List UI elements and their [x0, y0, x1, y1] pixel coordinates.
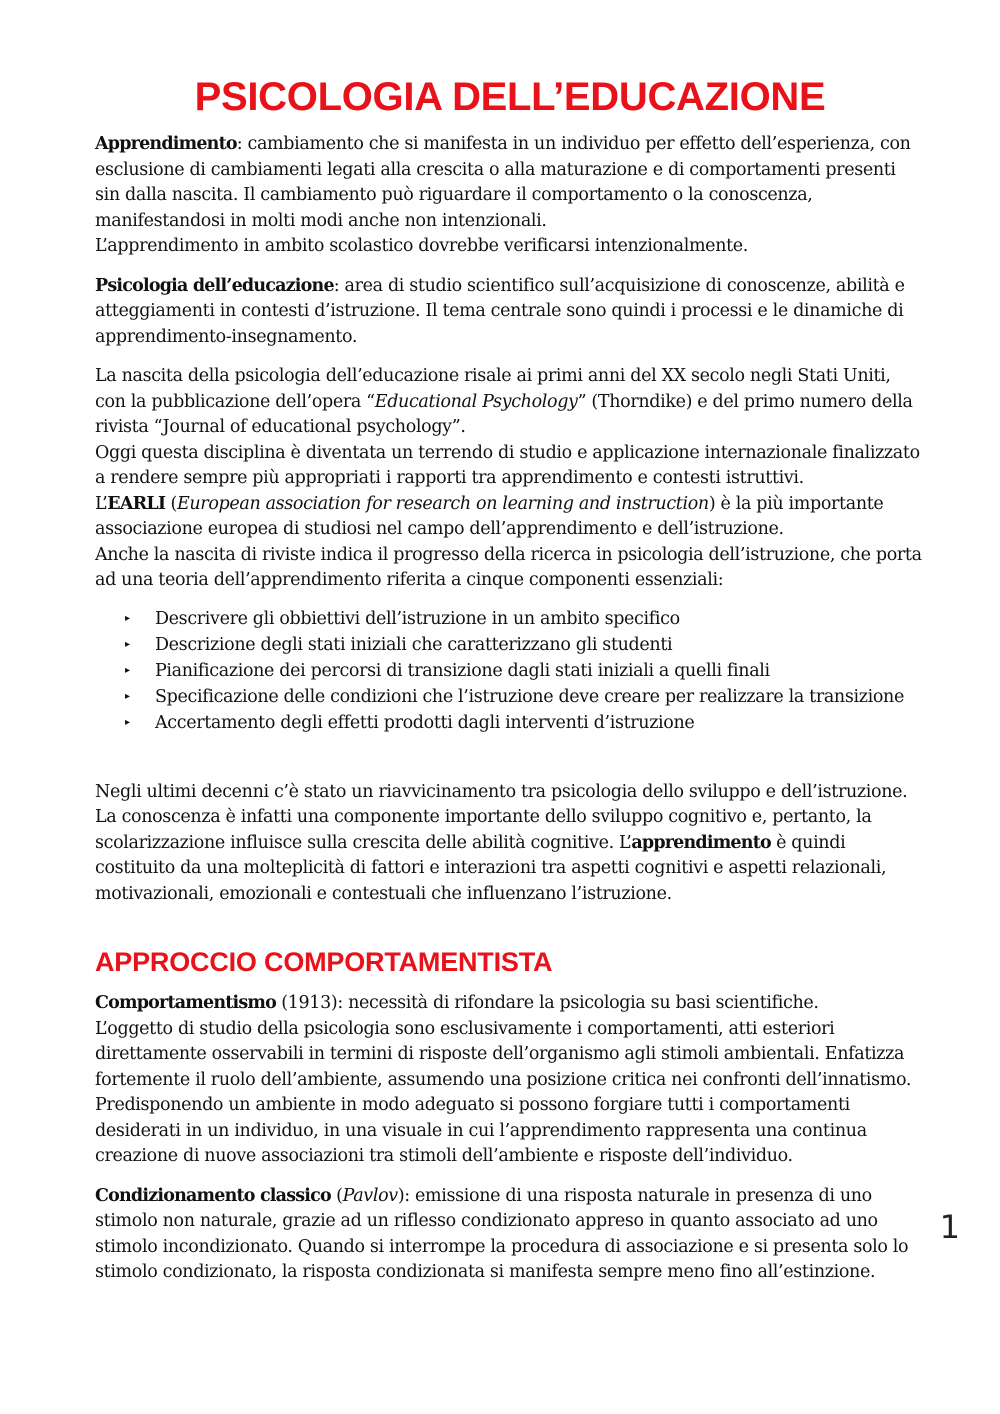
definition-condizionamento-classico: ): emissione di una risposta naturale in presenza di uno stimolo non naturale, grazie ad un riflesso condizionato appreso in quanto associato ad uno stimolo incondizionato. Quando si interrompe la procedura di associazione e si presenta solo lo stimolo condizionato, la risposta condizionata si manifesta sempre meno fino all’estinzione.: [95, 1185, 909, 1282]
component-list: [95, 606, 925, 736]
definition-psicologia-educazione: : area di studio scientifico sull’acquisizione di conoscenze, abilità e atteggiamenti in contesti d’istruzione. Il tema centrale sono quindi i processi e le dinamiche di apprendimento-insegnamento.: [95, 275, 905, 347]
text-storia-b: Oggi questa disciplina è diventata un terrendo di studio e applicazione internazionale finalizzato a rendere sempre più appropriati i rapporti tra apprendimento e contesti istruttivi.: [95, 442, 920, 488]
paragraph-storia: [95, 364, 925, 594]
text-storia-d: Anche la nascita di riviste indica il progresso della ricerca in psicologia dell’istruzione, che porta ad una teoria dell’apprendimento riferita a cinque componenti essenziali:: [95, 544, 922, 590]
text-sviluppo-a: Negli ultimi decenni c’è stato un riavvicinamento tra psicologia dello sviluppo e dell’istruzione. La conoscenza è infatti una componente importante dello sviluppo cognitivo e, pertanto, la scolarizzazione influisce sulla crescita delle abilità cognitive. L’: [95, 781, 908, 853]
spacer: [95, 736, 925, 780]
triangle-bullet-icon: ▸: [125, 612, 130, 624]
text-earli-pre: L’: [95, 493, 108, 514]
term-comportamentismo: Comportamentismo: [95, 993, 277, 1013]
triangle-bullet-icon: ▸: [125, 638, 130, 650]
list-item: ▸ Accertamento degli effetti prodotti dagli interventi d’istruzione: [125, 710, 925, 736]
text-sviluppo-b: è quindi costituito da una molteplicità di fattori e interazioni tra aspetti cognitivi e aspetti relazionali, motivazionali, emozionali e contestuali che influenzano l’istruzione.: [95, 832, 887, 904]
paragraph-condizionamento-classico: [95, 1184, 925, 1286]
term-apprendimento-bold: apprendimento: [631, 832, 771, 853]
list-item: ▸ Pianificazione dei percorsi di transizione dagli stati iniziali a quelli finali: [125, 658, 925, 684]
list-item: ▸ Descrizione degli stati iniziali che caratterizzano gli studenti: [125, 632, 925, 658]
triangle-bullet-icon: ▸: [125, 716, 130, 728]
term-condizionamento-classico: Condizionamento classico: [95, 1185, 331, 1206]
list-item: ▸ Descrivere gli obbiettivi dell’istruzione in un ambito specifico: [125, 606, 925, 632]
definition-comportamentismo: (1913): necessità di rifondare la psicologia su basi scientifiche.: [276, 993, 819, 1013]
italic-earli-name: European association for research on learning and instruction: [176, 493, 709, 514]
paragraph-sviluppo-istruzione: [95, 780, 925, 908]
definition-apprendimento: : cambiamento che si manifesta in un individuo per effetto dell’esperienza, con esclusione di cambiamenti legati alla crescita o alla maturazione e di comportamenti presenti sin dalla nascita. Il cambiamento può riguardare il comportamento o la conoscenza, manifestandosi in molti modi anche non intenzionali.: [95, 134, 911, 231]
text-open-paren: (: [330, 1185, 343, 1206]
term-apprendimento: Apprendimento: [95, 134, 237, 154]
paragraph-psicologia-educazione: [95, 274, 925, 351]
triangle-bullet-icon: ▸: [125, 664, 130, 676]
text-earli-end: ) è la più importante associazione europea di studiosi nel campo dell’apprendimento e dell’istruzione.: [95, 493, 884, 539]
term-earli: EARLI: [107, 493, 166, 514]
spacer: [95, 907, 925, 945]
list-item: ▸ Specificazione delle condizioni che l’istruzione deve creare per realizzare la transizione: [125, 684, 925, 710]
text-earli-open: (: [165, 493, 177, 514]
text-storia-a-end: ” (Thorndike) e del primo numero della rivista “Journal of educational psychology”.: [95, 391, 913, 437]
text-comportamentismo-detail: L’oggetto di studio della psicologia sono esclusivamente i comportamenti, atti esteriori direttamente osservabili in termini di risposte dell’organismo agli stimoli ambientali. Enfatizza fortemente il ruolo dell’ambiente, assumendo una posizione critica nei confronti dell’innatismo. Predisponendo un ambiente in modo adeguato si possono forgiare tutti i comportamenti desiderati in un individuo, in una visuale in cui l’apprendimento rappresenta una continua creazione di nuove associazioni tra stimoli dell’ambiente e risposte dell’individuo.: [95, 1018, 912, 1166]
italic-pavlov: Pavlov: [342, 1185, 398, 1206]
term-psicologia-educazione: Psicologia dell’educazione: [95, 275, 334, 296]
paragraph-comportamentismo: [95, 991, 925, 1170]
paragraph-apprendimento: [95, 132, 925, 260]
italic-educational-psychology: Educational Psychology: [374, 391, 578, 412]
document-page: [95, 70, 925, 1286]
page-title: PSICOLOGIA DELL’EDUCAZIONE: [194, 75, 826, 119]
note-apprendimento-scolastico: L’apprendimento in ambito scolastico dovrebbe verificarsi intenzionalmente.: [95, 236, 749, 256]
triangle-bullet-icon: ▸: [125, 690, 130, 702]
page-number: 1: [939, 1208, 960, 1246]
section-title-comportamentista: APPROCCIO COMPORTAMENTISTA: [95, 947, 553, 977]
text-storia-a: La nascita della psicologia dell’educazione risale ai primi anni del XX secolo negli Stati Uniti, con la pubblicazione dell’opera “: [95, 366, 891, 412]
